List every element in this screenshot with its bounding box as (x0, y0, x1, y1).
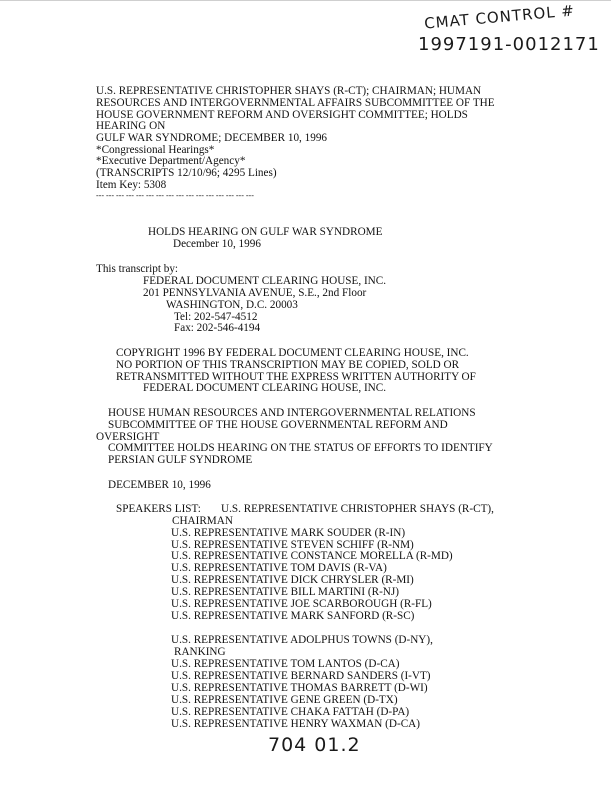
speaker-item: U.S. REPRESENTATIVE TOM DAVIS (R-VA) (171, 562, 387, 574)
speaker-item: U.S. REPRESENTATIVE GENE GREEN (D-TX) (171, 694, 398, 706)
header-line: HEARING ON (96, 120, 166, 132)
page-code-handwritten: 704 01.2 (268, 734, 361, 756)
header-line: *Executive Department/Agency* (96, 155, 246, 167)
header-line: GULF WAR SYNDROME; DECEMBER 10, 1996 (96, 132, 328, 144)
title-date: December 10, 1996 (173, 238, 261, 250)
header-line: HOUSE GOVERNMENT REFORM AND OVERSIGHT COMMITTEE; HOLDS (96, 109, 468, 121)
header-line: Item Key: 5308 (96, 179, 167, 191)
header-divider: --- --- --- --- --- --- --- --- --- --- --- --- --- --- --- --- (96, 191, 254, 200)
speaker-item: U.S. REPRESENTATIVE BERNARD SANDERS (I-VT) (171, 670, 431, 682)
transcript-address: 201 PENNSYLVANIA AVENUE, S.E., 2nd Floor (143, 287, 367, 299)
speaker-item: U.S. REPRESENTATIVE HENRY WAXMAN (D-CA) (171, 718, 420, 730)
speaker-item: U.S. REPRESENTATIVE DICK CHRYSLER (R-MI) (171, 574, 414, 586)
speaker-item: U.S. REPRESENTATIVE MARK SOUDER (R-IN) (171, 527, 406, 539)
header-line: *Congressional Hearings* (96, 144, 215, 156)
page-title: HOLDS HEARING ON GULF WAR SYNDROME (148, 226, 383, 238)
speaker-item: U.S. REPRESENTATIVE CONSTANCE MORELLA (R-MD) (171, 550, 453, 562)
committee-line: HOUSE HUMAN RESOURCES AND INTERGOVERNMENTAL RELATIONS (108, 407, 476, 419)
control-label-handwritten: CMAT CONTROL # (423, 1, 576, 33)
copyright-line: NO PORTION OF THIS TRANSCRIPTION MAY BE COPIED, SOLD OR (116, 359, 460, 371)
speaker-item: U.S. REPRESENTATIVE CHAKA FATTAH (D-PA) (171, 706, 410, 718)
speaker-item: U.S. REPRESENTATIVE TOM LANTOS (D-CA) (171, 658, 400, 670)
copyright-line: RETRANSMITTED WITHOUT THE EXPRESS WRITTEN AUTHORITY OF (116, 371, 476, 383)
copyright-line: FEDERAL DOCUMENT CLEARING HOUSE, INC. (143, 382, 387, 394)
speaker-ranking-role: RANKING (174, 646, 226, 658)
page-top-border (0, 0, 611, 1)
speaker-item: U.S. REPRESENTATIVE STEVEN SCHIFF (R-NM) (171, 539, 414, 551)
transcript-org: FEDERAL DOCUMENT CLEARING HOUSE, INC. (143, 275, 387, 287)
speaker-chair-role: CHAIRMAN (172, 515, 233, 527)
committee-line: SUBCOMMITTEE OF THE HOUSE GOVERNMENTAL REFORM AND (108, 419, 448, 431)
committee-date: DECEMBER 10, 1996 (108, 479, 211, 491)
committee-line: PERSIAN GULF SYNDROME (108, 454, 253, 466)
transcript-city: WASHINGTON, D.C. 20003 (166, 299, 298, 311)
speaker-item: U.S. REPRESENTATIVE JOE SCARBOROUGH (R-FL) (171, 598, 432, 610)
committee-line: COMMITTEE HOLDS HEARING ON THE STATUS OF EFFORTS TO IDENTIFY (108, 442, 493, 454)
header-line: RESOURCES AND INTERGOVERNMENTAL AFFAIRS SUBCOMMITTEE OF THE (96, 97, 495, 109)
header-line: U.S. REPRESENTATIVE CHRISTOPHER SHAYS (R-CT); CHAIRMAN; HUMAN (96, 85, 482, 97)
speaker-item: U.S. REPRESENTATIVE MARK SANFORD (R-SC) (171, 610, 415, 622)
transcript-intro: This transcript by: (96, 263, 179, 275)
transcript-tel: Tel: 202-547-4512 (174, 311, 258, 323)
speaker-item: U.S. REPRESENTATIVE THOMAS BARRETT (D-WI) (171, 682, 428, 694)
transcript-fax: Fax: 202-546-4194 (174, 322, 261, 334)
speaker-item: U.S. REPRESENTATIVE BILL MARTINI (R-NJ) (171, 586, 399, 598)
control-number-handwritten: 1997191-0012171 (418, 34, 600, 55)
speaker-ranking: U.S. REPRESENTATIVE ADOLPHUS TOWNS (D-NY), (171, 634, 433, 646)
header-line: (TRANSCRIPTS 12/10/96; 4295 Lines) (96, 167, 277, 179)
committee-line: OVERSIGHT (96, 431, 160, 443)
copyright-line: COPYRIGHT 1996 BY FEDERAL DOCUMENT CLEARING HOUSE, INC. (116, 347, 469, 359)
speakers-label: SPEAKERS LIST: (116, 503, 201, 515)
speaker-chair: U.S. REPRESENTATIVE CHRISTOPHER SHAYS (R-CT), (221, 503, 494, 515)
